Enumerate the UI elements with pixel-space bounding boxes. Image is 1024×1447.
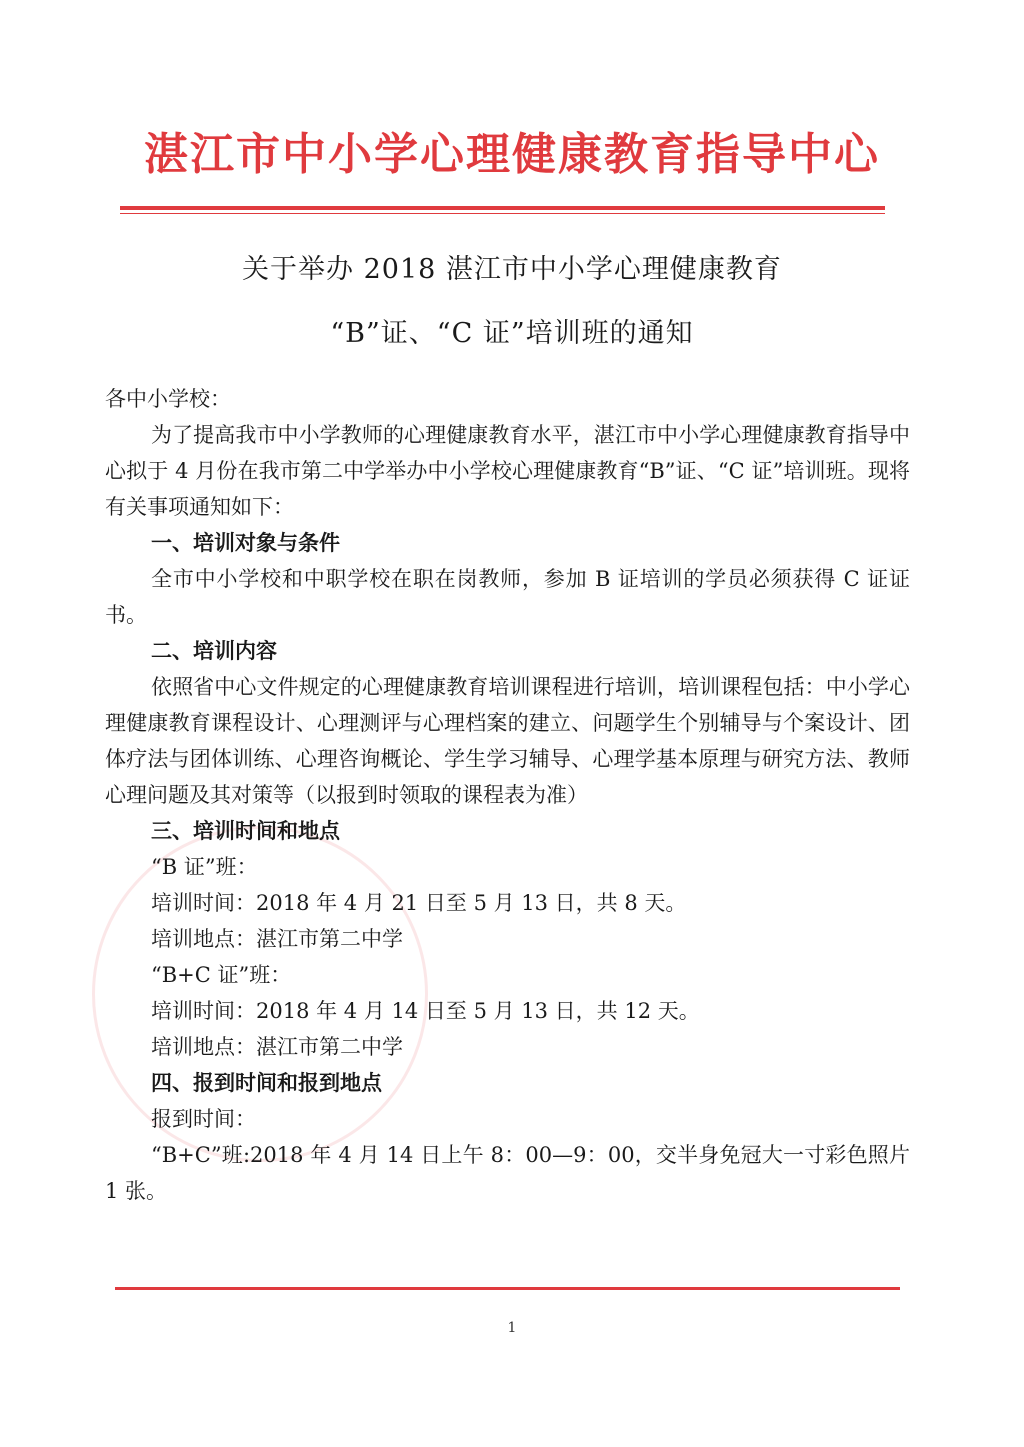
- page-number: 1: [507, 1320, 517, 1336]
- footer-rule: [115, 1287, 900, 1290]
- class-b-label: “B 证”班：: [151, 855, 258, 879]
- report-time-text: “B+C”班:2018 年 4 月 14 日上午 8：00—9：00，交半身免冠大一寸彩色照片 1 张。: [105, 1143, 910, 1203]
- salutation: 各中小学校：: [105, 387, 231, 411]
- class-bc-place: 培训地点：湛江市第二中学: [151, 1035, 403, 1059]
- document-title-line-2: “B”证、“C 证”培训班的通知: [330, 318, 694, 349]
- section-1-text: 全市中小学校和中职学校在职在岗教师，参加 B 证培训的学员必须获得 C 证证书。: [105, 567, 910, 627]
- section-4-heading: 四、报到时间和报到地点: [151, 1071, 382, 1095]
- section-2-text: 依照省中心文件规定的心理健康教育培训课程进行培训，培训课程包括：中小学心理健康教育课程设计、心理测评与心理档案的建立、问题学生个别辅导与个案设计、团体疗法与团体训练、心理咨询概论、学生学习辅导、心理学基本原理与研究方法、教师心理问题及其对策等（以报到时领取的课程表为准）: [105, 675, 910, 807]
- section-1-heading: 一、培训对象与条件: [151, 531, 340, 555]
- document-title-line-1: 关于举办 2018 湛江市中小学心理健康教育: [242, 254, 782, 285]
- report-time-label: 报到时间：: [151, 1107, 256, 1131]
- class-b-time: 培训时间：2018 年 4 月 21 日至 5 月 13 日，共 8 天。: [151, 891, 687, 915]
- class-b-place: 培训地点：湛江市第二中学: [151, 927, 403, 951]
- class-bc-label: “B+C 证”班：: [151, 963, 292, 987]
- section-2-heading: 二、培训内容: [151, 639, 277, 663]
- header-rule-thick: [120, 206, 885, 210]
- document-body: [105, 381, 910, 1209]
- section-3-heading: 三、培训时间和地点: [151, 819, 340, 843]
- class-bc-time: 培训时间：2018 年 4 月 14 日至 5 月 13 日，共 12 天。: [151, 999, 700, 1023]
- organization-header: 湛江市中小学心理健康教育指导中心: [144, 129, 880, 180]
- header-rule-thin: [120, 213, 885, 214]
- intro-paragraph: 为了提高我市中小学教师的心理健康教育水平，湛江市中小学心理健康教育指导中心拟于 4 月份在我市第二中学举办中小学校心理健康教育“B”证、“C 证”培训班。现将有关事项通知如下：: [105, 423, 910, 519]
